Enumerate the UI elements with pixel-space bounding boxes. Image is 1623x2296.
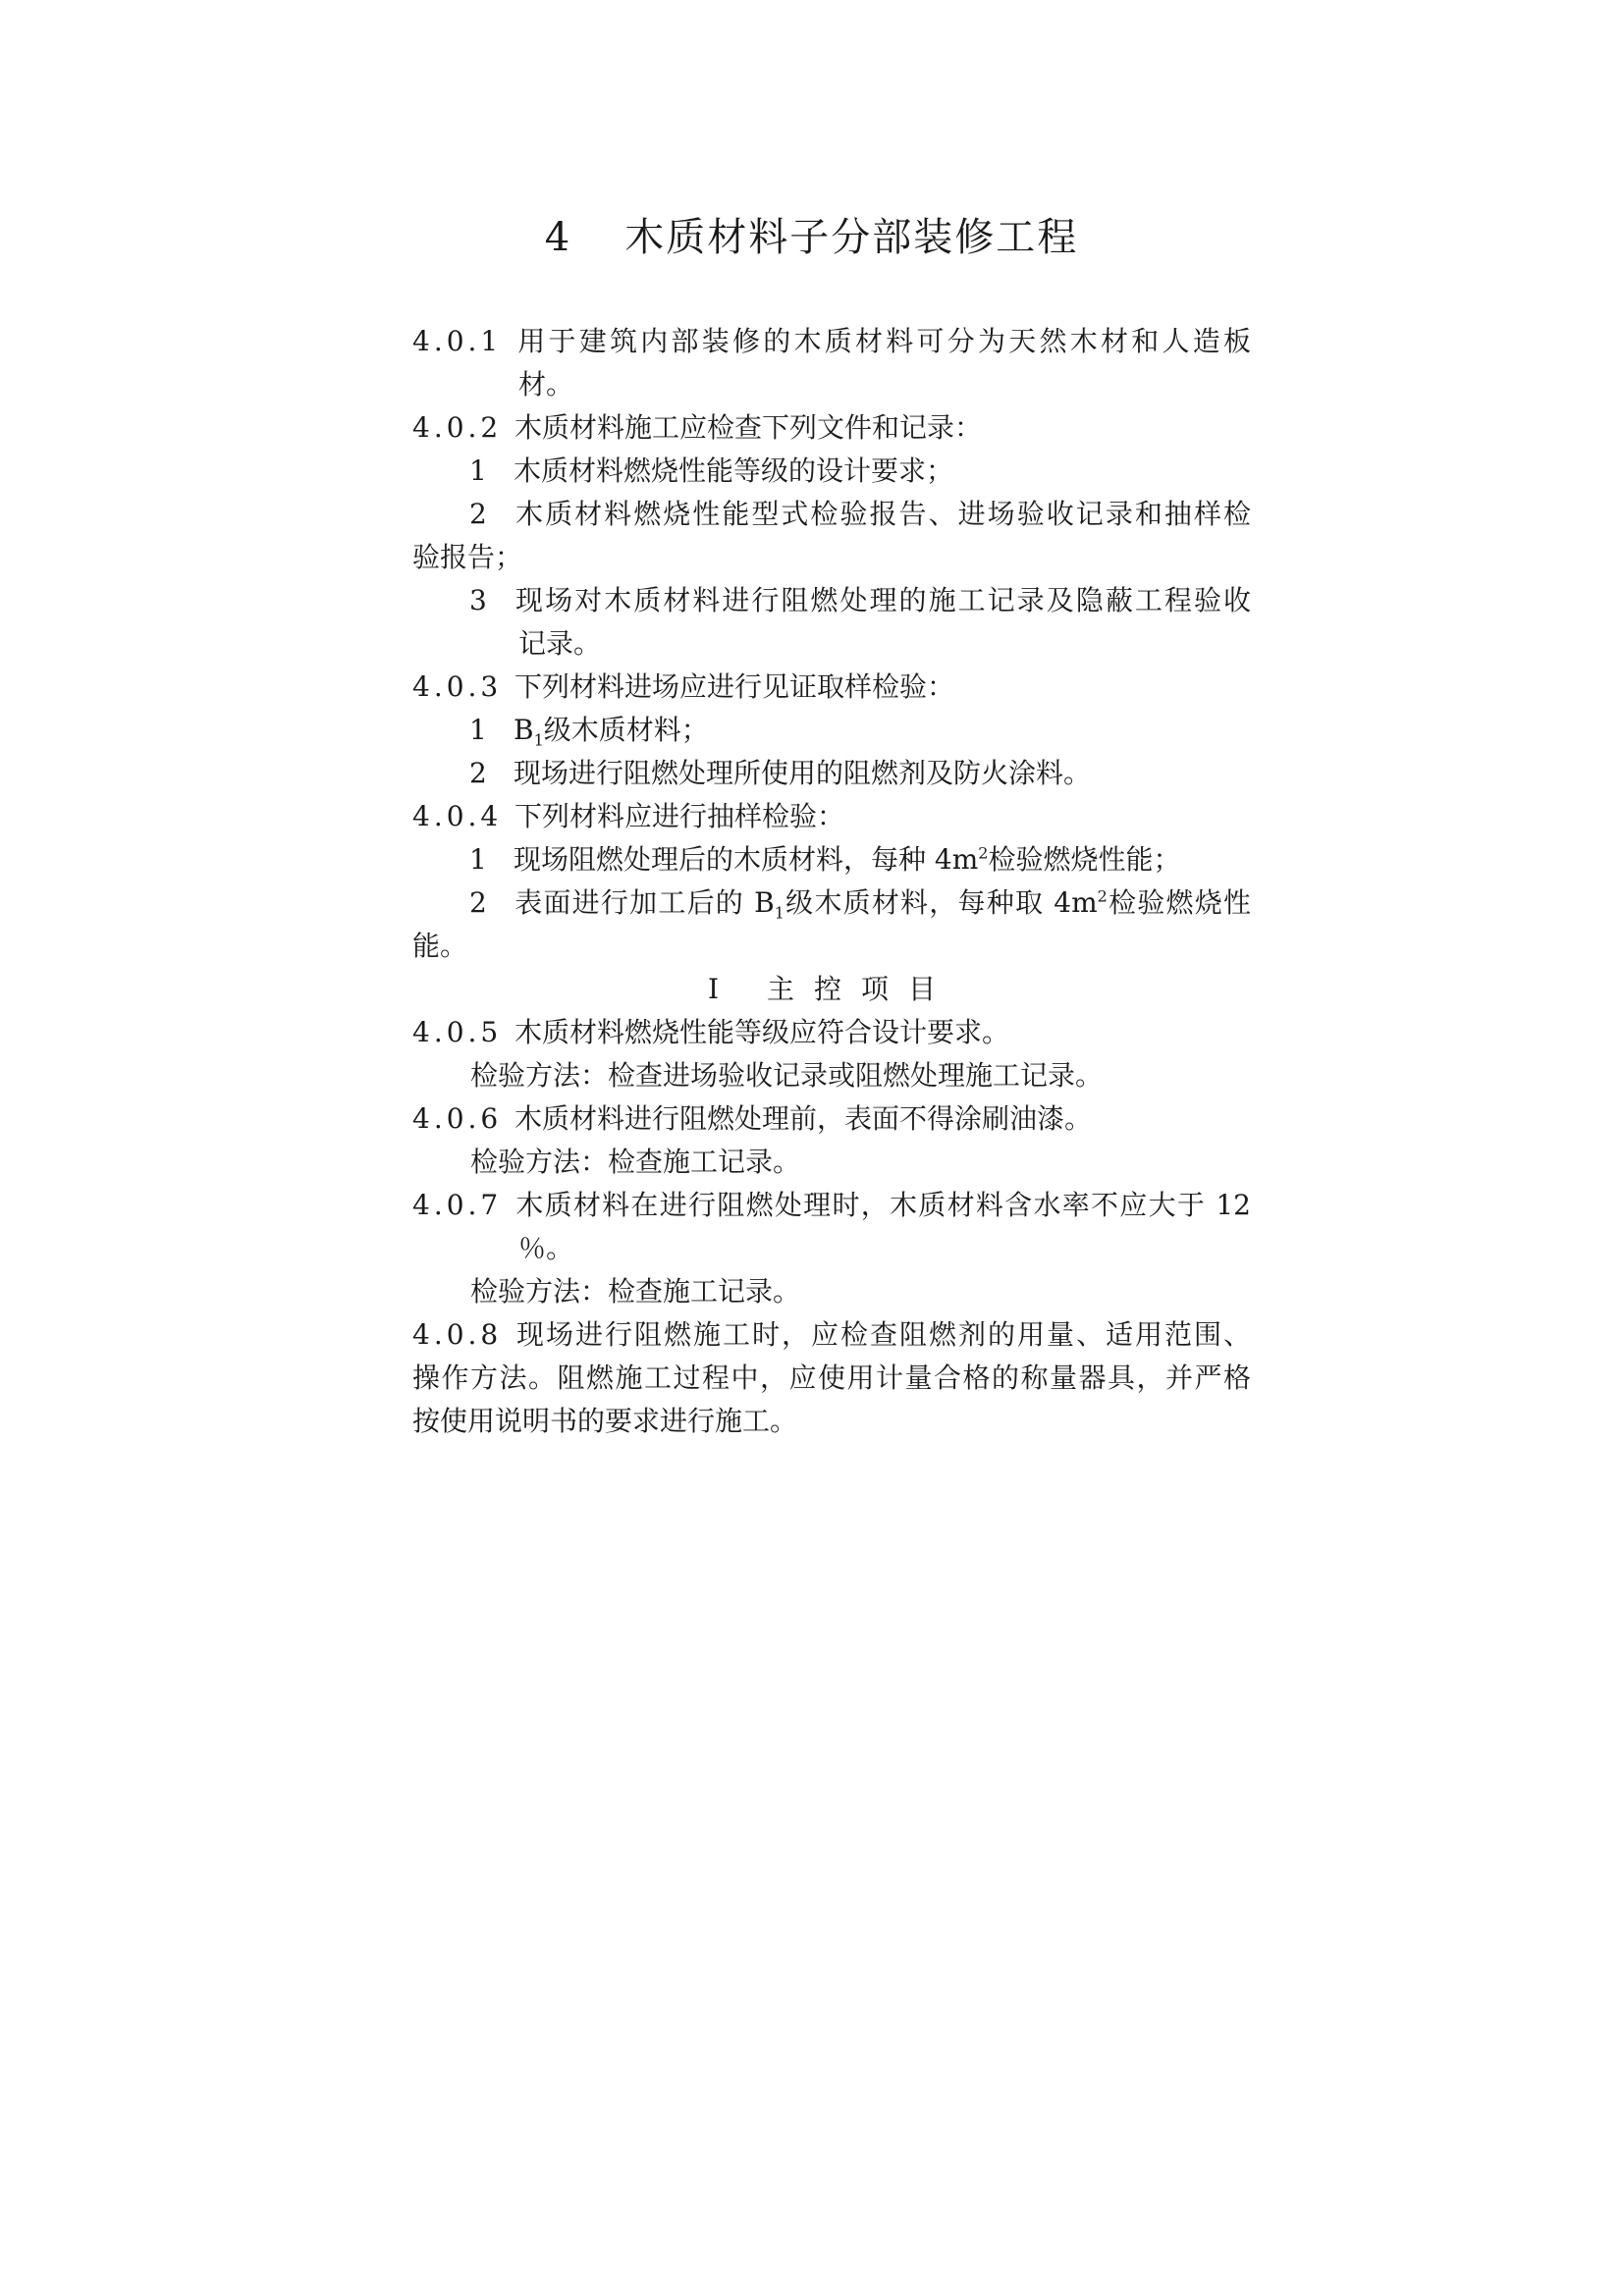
clause-number: 4.0.3 xyxy=(412,670,503,703)
list-item xyxy=(412,493,1251,536)
clause-number: 4.0.4 xyxy=(412,800,503,832)
document-body xyxy=(412,320,1251,1443)
clause-4-0-7 xyxy=(412,1184,1251,1227)
item-text: 木质材料燃烧性能型式检验报告、进场验收记录和抽样检 xyxy=(514,498,1251,530)
item-text: 检验燃烧性能； xyxy=(988,843,1181,876)
item-text: 现场进行阻燃处理所使用的阻燃剂及防火涂料。 xyxy=(514,757,1092,789)
clause-continuation: 按使用说明书的要求进行施工。 xyxy=(412,1405,798,1437)
clause-4-0-2 xyxy=(412,406,1251,450)
chapter-title: 木质材料子分部装修工程 xyxy=(624,215,1079,260)
item-continuation: 能。 xyxy=(412,930,468,962)
inspection-method: 检验方法：检查施工记录。 xyxy=(470,1275,801,1308)
clause-number: 4.0.6 xyxy=(412,1102,503,1135)
list-item xyxy=(412,881,1251,925)
clause-4-0-4 xyxy=(412,795,1251,838)
item-text: 级木质材料； xyxy=(543,714,709,746)
item-text: 级木质材料，每种取 4m xyxy=(784,886,1098,919)
list-item xyxy=(412,752,1251,795)
item-number: 2 xyxy=(469,886,487,919)
item-number: 3 xyxy=(469,584,487,616)
clause-text: 下列材料应进行抽样检验： xyxy=(514,800,845,832)
item-number: 1 xyxy=(469,843,487,876)
page-title xyxy=(0,210,1623,265)
clause-text: 木质材料燃烧性能等级应符合设计要求。 xyxy=(514,1016,1010,1048)
clause-text: 木质材料进行阻燃处理前，表面不得涂刷油漆。 xyxy=(514,1102,1093,1135)
list-item xyxy=(412,709,1251,752)
clause-text: 现场进行阻燃施工时，应检查阻燃剂的用量、适用范围、 xyxy=(514,1318,1251,1351)
clause-4-0-1 xyxy=(412,320,1251,363)
clause-continuation: 材。 xyxy=(518,368,574,400)
clause-text: 木质材料施工应检查下列文件和记录： xyxy=(514,411,983,444)
clause-number: 4.0.2 xyxy=(412,411,503,444)
clause-4-0-6 xyxy=(412,1097,1251,1141)
superscript: 2 xyxy=(978,843,989,863)
superscript: 2 xyxy=(1097,886,1108,906)
list-item xyxy=(412,450,1251,493)
clause-text: 下列材料进场应进行见证取样检验： xyxy=(514,670,955,703)
clause-number: 4.0.1 xyxy=(412,325,503,357)
clause-text: 用于建筑内部装修的木质材料可分为天然木材和人造板 xyxy=(514,325,1251,357)
section-heading: I 主控项目 xyxy=(708,973,955,1005)
chapter-number: 4 xyxy=(544,215,572,260)
clause-continuation: ％。 xyxy=(518,1232,574,1264)
item-number: 2 xyxy=(469,498,487,530)
subscript: 1 xyxy=(533,730,544,750)
item-text: 检验燃烧性 xyxy=(1107,886,1251,919)
item-text: 现场对木质材料进行阻燃处理的施工记录及隐蔽工程验收 xyxy=(514,584,1251,616)
item-continuation: 验报告； xyxy=(412,541,523,573)
clause-text: 木质材料在进行阻燃处理时，木质材料含水率不应大于 12 xyxy=(514,1189,1251,1221)
list-item xyxy=(412,579,1251,622)
clause-number: 4.0.5 xyxy=(412,1016,503,1048)
clause-4-0-5 xyxy=(412,1011,1251,1054)
clause-number: 4.0.7 xyxy=(412,1189,503,1221)
inspection-method: 检验方法：检查进场验收记录或阻燃处理施工记录。 xyxy=(470,1059,1104,1092)
clause-4-0-8 xyxy=(412,1313,1251,1357)
list-item xyxy=(412,838,1251,881)
item-text: 表面进行加工后的 B xyxy=(514,886,775,919)
clause-continuation: 操作方法。阻燃施工过程中，应使用计量合格的称量器具，并严格 xyxy=(412,1362,1251,1394)
item-continuation: 记录。 xyxy=(518,627,602,660)
item-text-prefix: B xyxy=(514,714,534,746)
inspection-method: 检验方法：检查施工记录。 xyxy=(470,1146,801,1178)
item-text: 木质材料燃烧性能等级的设计要求； xyxy=(514,454,954,487)
item-number: 1 xyxy=(469,454,487,487)
item-text: 现场阻燃处理后的木质材料，每种 4m xyxy=(514,843,979,876)
item-number: 2 xyxy=(469,757,487,789)
item-number: 1 xyxy=(469,714,487,746)
subscript: 1 xyxy=(774,903,784,923)
clause-number: 4.0.8 xyxy=(412,1318,503,1351)
clause-4-0-3 xyxy=(412,666,1251,709)
